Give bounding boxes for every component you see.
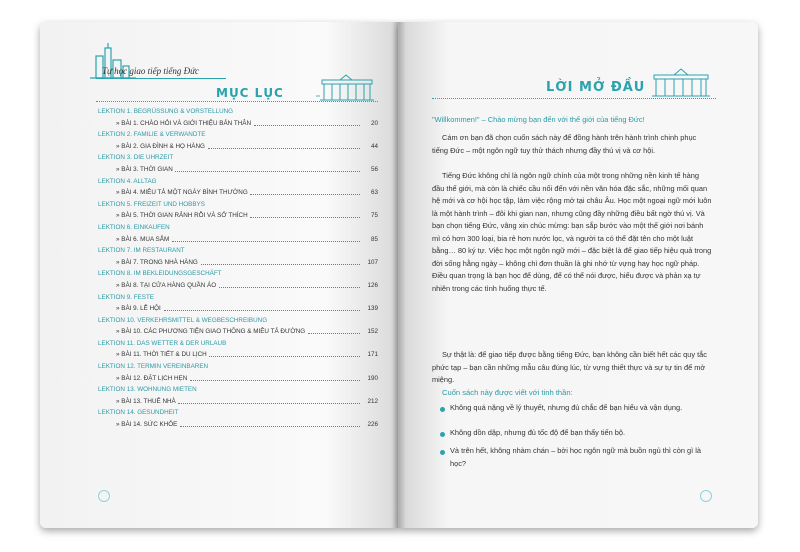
toc-page-number: 190 <box>367 374 378 382</box>
toc-entry-label: BÀI 6. MUA SẮM <box>121 235 170 243</box>
toc-entry-label: BÀI 4. MIÊU TẢ MỘT NGÀY BÌNH THƯỜNG <box>121 189 248 197</box>
toc-entry[interactable] <box>98 141 378 153</box>
toc-lektion-heading: LEKTION 8. IM BEKLEIDUNGSGESCHÄFT <box>98 270 222 278</box>
toc-bullet: » <box>116 351 122 359</box>
toc-entry[interactable] <box>98 349 378 361</box>
toc-lektion-heading: LEKTION 9. FESTE <box>98 293 154 301</box>
toc-lektion-heading: LEKTION 12. TERMIN VEREINBAREN <box>98 363 209 371</box>
toc-entry-label: BÀI 9. LỄ HỘI <box>121 305 161 313</box>
toc-bullet: » <box>116 235 122 243</box>
toc-leader-dots <box>254 125 360 126</box>
toc-page-number: 212 <box>367 397 378 405</box>
toc-leader-dots <box>190 380 360 381</box>
toc-title: MỤC LỤC <box>216 86 284 100</box>
toc-entry-label: BÀI 14. SỨC KHỎE <box>121 421 178 429</box>
book-gutter <box>392 22 406 528</box>
title-rule <box>432 98 716 99</box>
gate-icon <box>316 74 378 102</box>
toc-page-number: 152 <box>367 328 378 336</box>
toc-bullet: » <box>116 119 122 127</box>
toc-entry-label: BÀI 10. CÁC PHƯƠNG TIỆN GIAO THÔNG & MIÊU TẢ ĐƯỜNG <box>121 328 306 336</box>
left-page-number-marker <box>98 490 110 502</box>
toc-entry[interactable] <box>98 210 378 222</box>
bullet-item: Không dồn dập, nhưng đủ tốc độ để bạn thấy tiến bộ. <box>450 428 626 437</box>
bullet-dot <box>440 432 445 437</box>
toc-lektion-heading: LEKTION 7. IM RESTAURANT <box>98 247 185 255</box>
paragraph-2: Tiếng Đức không chỉ là ngôn ngữ chính của một trong những nền kinh tế hàng đầu thế giới, mà còn là chiếc cầu nối đến với nền văn hóa đặc sắc, những mối quan hệ mới và cơ hội học tập, làm việc rộng mở tại châu Âu. Học một ngoại ngữ mới luôn là một hành trình – đôi khi gian nan, nhưng cũng đầy những điều bất ngờ thú vị. Và bạn chọn tiếng Đức, vâng xin chúc mừng: bạn sắp bước vào một thế giới nơi bánh mì có hơn 300 loại, bia rẻ hơn nước lọc, và người ta có thể đặt tên cho một luật bằng… 80 ký tự. Việc học một ngôn ngữ mới – đặc biệt là để giao tiếp hiệu quả trong đời sống hằng ngày – không chỉ đơn thuần là ghi nhớ từ vựng hay học ngữ pháp. Điều quan trọng là bạn học để dùng, để có thể nói được, hiểu được và phản xạ tự nhiên trong các tình huống thực tế. <box>432 171 712 293</box>
toc-bullet: » <box>116 374 122 382</box>
bullet-dot <box>440 407 445 412</box>
toc-leader-dots <box>175 171 360 172</box>
toc-page-number: 44 <box>370 142 378 150</box>
toc-entry[interactable] <box>98 303 378 315</box>
toc-leader-dots <box>219 287 360 288</box>
toc-leader-dots <box>250 217 360 218</box>
toc-page-number: 171 <box>367 351 378 359</box>
running-head-rule <box>96 78 226 79</box>
toc-leader-dots <box>208 148 360 149</box>
toc-bullet: » <box>116 281 122 289</box>
toc-page-number: 20 <box>370 119 378 127</box>
toc-lektion-heading: LEKTION 1. BEGRÜSSUNG & VORSTELLUNG <box>98 108 234 115</box>
toc-lektion-heading: LEKTION 10. VERKEHRSMITTEL & WEGBESCHREIBUNG <box>98 316 268 324</box>
toc-page-number: 75 <box>370 212 378 220</box>
toc-entry-label: BÀI 11. THỜI TIẾT & DU LỊCH <box>121 351 207 359</box>
bullet-item: Không quá nặng về lý thuyết, nhưng đủ chắc để bạn hiểu và vận dụng. <box>450 403 683 412</box>
toc-page-number: 107 <box>367 258 378 266</box>
bullet-item: Và trên hết, không nhàm chán – bởi học ngôn ngữ mà buồn ngủ thì còn gì là học? <box>450 446 701 468</box>
toc-leader-dots <box>178 403 360 404</box>
toc-entry-label: BÀI 12. ĐẶT LỊCH HẸN <box>121 374 188 382</box>
spirit-heading: Cuốn sách này được viết với tinh thần: <box>442 388 573 397</box>
title-rule <box>96 101 378 102</box>
toc-bullet: » <box>116 397 122 405</box>
toc-entry[interactable] <box>98 280 378 292</box>
toc-leader-dots <box>250 194 360 195</box>
toc-lektion-heading: LEKTION 2. FAMILIE & VERWANDTE <box>98 131 206 139</box>
toc-bullet: » <box>116 165 122 173</box>
toc-entry[interactable] <box>98 326 378 338</box>
toc-bullet: » <box>116 189 122 197</box>
toc-page-number: 85 <box>370 235 378 243</box>
running-head: Tự học giao tiếp tiếng Đức <box>102 66 200 76</box>
toc-entry[interactable] <box>98 419 378 431</box>
toc-bullet: » <box>116 328 122 336</box>
toc-bullet: » <box>116 258 122 266</box>
city-skyline-icon <box>90 42 136 82</box>
toc-entry-label: BÀI 8. TẠI CỬA HÀNG QUẦN ÁO <box>121 281 217 289</box>
right-page-number-marker <box>700 490 712 502</box>
toc-bullet: » <box>116 305 122 313</box>
toc-bullet: » <box>116 142 122 150</box>
toc-entry[interactable] <box>98 234 378 246</box>
gate-icon <box>648 68 714 98</box>
toc-entry-label: BÀI 2. GIA ĐÌNH & HỌ HÀNG <box>121 142 205 150</box>
greeting: "Willkommen!" – Chào mừng bạn đến với thế giới của tiếng Đức! <box>432 115 645 124</box>
toc-page-number: 126 <box>367 281 378 289</box>
left-page <box>40 22 398 528</box>
preface-title: LỜI MỞ ĐẦU <box>546 80 646 95</box>
toc-entry-label: BÀI 7. TRONG NHÀ HÀNG <box>121 258 198 266</box>
toc-entry[interactable] <box>98 396 378 408</box>
toc-lektion-heading: LEKTION 14. GESUNDHEIT <box>98 409 179 417</box>
table-of-contents <box>98 106 378 431</box>
toc-leader-dots <box>209 356 360 357</box>
toc-entry[interactable] <box>98 257 378 269</box>
toc-page-number: 139 <box>367 305 378 313</box>
toc-entry-label: BÀI 13. THUÊ NHÀ <box>121 397 176 405</box>
toc-page-number: 56 <box>370 165 378 173</box>
toc-entry-label: BÀI 5. THỜI GIAN RẢNH RỖI VÀ SỞ THÍCH <box>121 212 248 220</box>
toc-leader-dots <box>172 241 360 242</box>
toc-lektion-heading: LEKTION 5. FREIZEIT UND HOBBYS <box>98 200 205 208</box>
toc-entry-label: BÀI 1. CHÀO HỎI VÀ GIỚI THIỆU BẢN THÂN <box>121 119 251 127</box>
toc-bullet: » <box>116 421 122 429</box>
paragraph-3: Sự thật là: để giao tiếp được bằng tiếng Đức, bạn không cần biết hết các quy tắc phức tạp – bạn cần những mẫu câu đúng lúc, từ vựng thiết thực và sự tự tin để mở miệng. <box>432 350 707 384</box>
toc-page-number: 63 <box>370 189 378 197</box>
bullet-dot <box>440 450 445 455</box>
toc-entry[interactable] <box>98 187 378 199</box>
right-page <box>398 22 758 528</box>
toc-leader-dots <box>308 333 360 334</box>
paragraph-1: Cám ơn bạn đã chọn cuốn sách này để đồng hành trên hành trình chinh phục tiếng Đức – một ngôn ngữ tuy thử thách nhưng đầy thú vị và cơ hội. <box>432 133 697 155</box>
toc-bullet: » <box>116 212 122 220</box>
toc-lektion-heading: LEKTION 6. EINKAUFEN <box>98 223 170 231</box>
toc-entry[interactable] <box>98 164 378 176</box>
toc-entry[interactable] <box>98 118 378 130</box>
toc-page-number: 226 <box>367 421 378 429</box>
open-book <box>40 22 758 528</box>
toc-leader-dots <box>180 426 360 427</box>
toc-entry-label: BÀI 3. THỜI GIAN <box>121 165 173 173</box>
toc-lektion-heading: LEKTION 11. DAS WETTER & DER URLAUB <box>98 339 227 347</box>
toc-lektion-heading: LEKTION 3. DIE UHRZEIT <box>98 154 174 162</box>
toc-leader-dots <box>201 264 360 265</box>
toc-lektion-heading: LEKTION 4. ALLTAG <box>98 177 157 185</box>
toc-lektion-heading: LEKTION 13. WOHNUNG MIETEN <box>98 386 197 394</box>
toc-leader-dots <box>164 310 360 311</box>
toc-entry[interactable] <box>98 373 378 385</box>
